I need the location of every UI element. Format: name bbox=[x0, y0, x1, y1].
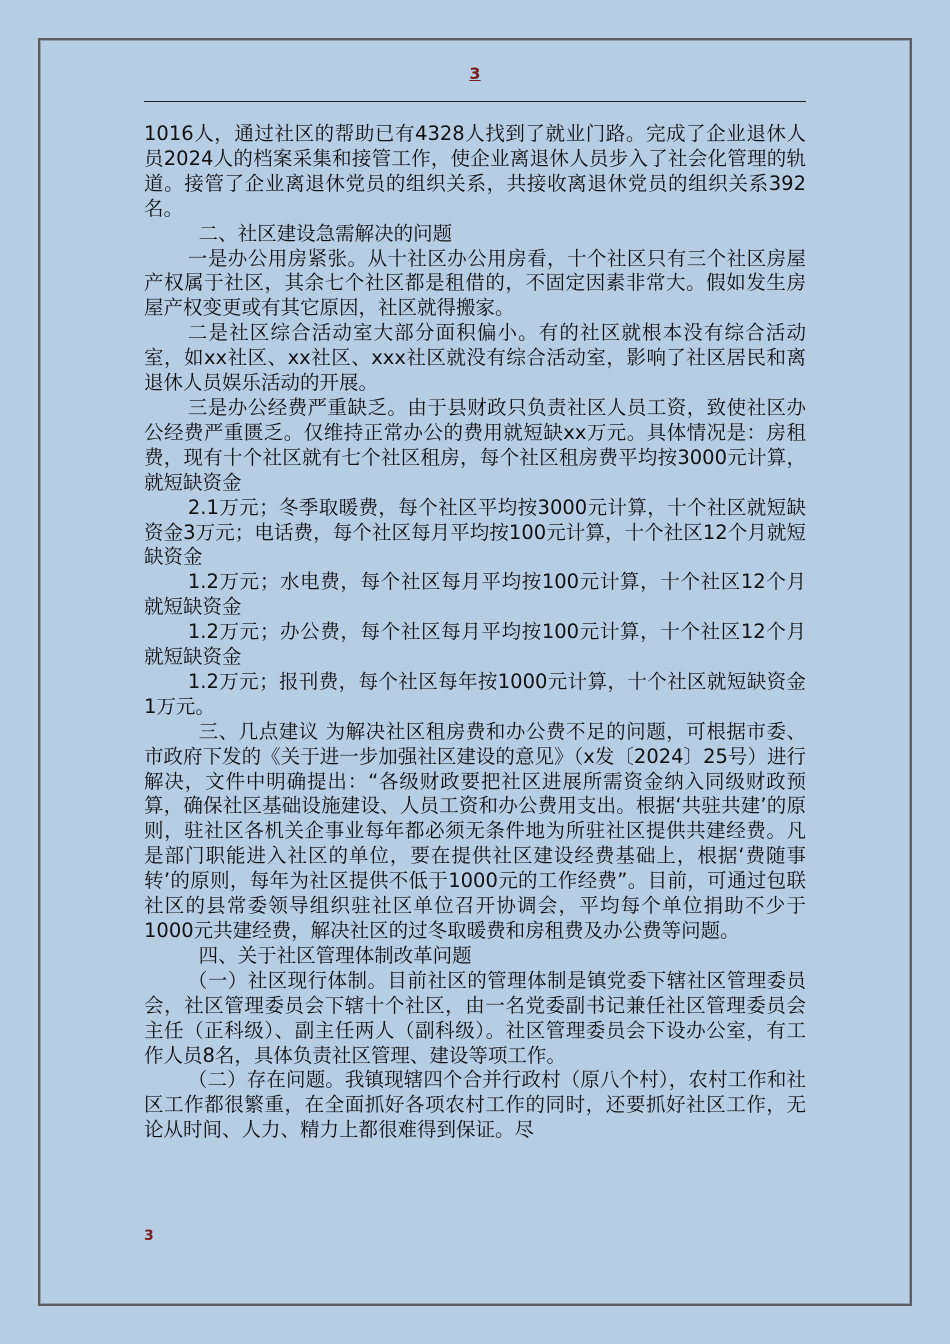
paragraph-activity-room: 二是社区综合活动室大部分面积偏小。有的社区就根本没有综合活动室，如xx社区、xx社区、xxx社区就没有综合活动室，影响了社区居民和离退休人员娱乐活动的开展。 bbox=[144, 321, 806, 395]
section-heading-2: 二、社区建设急需解决的问题 bbox=[198, 221, 453, 245]
footer-page-number: 3 bbox=[144, 1228, 154, 1244]
header-divider bbox=[144, 101, 806, 102]
paragraph-office-space: 一是办公用房紧张。从十社区办公用房看，十个社区只有三个社区房屋产权属于社区，其余七个社区都是租借的，不固定因素非常大。假如发生房屋产权变更或有其它原因，社区就得搬家。 bbox=[144, 246, 806, 320]
paragraph-newspaper-fees: 1.2万元；报刊费，每个社区每年按1000元计算，十个社区就短缺资金1万元。 bbox=[144, 669, 806, 718]
paragraph-existing-problems: （二）存在问题。我镇现辖四个合并行政村（原八个村），农村工作和社区工作都很繁重，在全面抓好各项农村工作的同时，还要抓好社区工作，无论从时间、人力、精力上都很难得到保证。尽 bbox=[144, 1068, 806, 1142]
paragraph-suggestions: 三、几点建议 为解决社区租房费和办公费不足的问题，可根据市委、市政府下发的《关于进一步加强社区建设的意见》（x发〔2024〕25号）进行解决，文件中明确提出：“各级财政要把社区进展所需资金纳入同级财政预算，确保社区基础设施建设、人员工资和办公费用支出。根据‘共驻共建’的原则，驻社区各机关企事业每年都必须无条件地为所驻社区提供共建经费。凡是部门职能进入社区的单位，要在提供社区建设经费基础上，根据‘费随事转’的原则，每年为社区提供不低于1000元的工作经费”。目前，可通过包联社区的县常委领导组织驻社区单位召开协调会，平均每个单位捐助不少于1000元共建经费，解决社区的过冬取暖费和房租费及办公费等问题。 bbox=[144, 719, 806, 942]
paragraph-funding-shortage: 三是办公经费严重缺乏。由于县财政只负责社区人员工资，致使社区办公经费严重匮乏。仅维持正常办公的费用就短缺xx万元。具体情况是：房租费，现有十个社区就有七个社区租房，每个社区租房费平均按3000元计算，就短缺资金 bbox=[144, 395, 806, 494]
paragraph-current-system: （一）社区现行体制。目前社区的管理体制是镇党委下辖社区管理委员会，社区管理委员会下辖十个社区，由一名党委副书记兼任社区管理委员会主任（正科级）、副主任两人（副科级）。社区管理委员会下设办公室，有工作人员8名，具体负责社区管理、建设等项工作。 bbox=[144, 968, 806, 1067]
section-heading-4: 四、关于社区管理体制改革问题 bbox=[198, 943, 472, 967]
document-body bbox=[144, 122, 806, 1143]
header-page-number: 3 bbox=[469, 64, 481, 83]
paragraph-utilities: 1.2万元；水电费，每个社区每月平均按100元计算，十个社区12个月就短缺资金 bbox=[144, 570, 806, 619]
paragraph-heating-phone: 2.1万元；冬季取暖费，每个社区平均按3000元计算，十个社区就短缺资金3万元；电话费，每个社区每月平均按100元计算，十个社区12个月就短缺资金 bbox=[144, 495, 806, 569]
paragraph-employment-summary: 1016人，通过社区的帮助已有4328人找到了就业门路。完成了企业退休人员2024人的档案采集和接管工作，使企业离退休人员步入了社会化管理的轨道。接管了企业离退休党员的组织关系，共接收离退休党员的组织关系392名。 bbox=[144, 122, 806, 220]
paragraph-office-fees: 1.2万元；办公费，每个社区每月平均按100元计算，十个社区12个月就短缺资金 bbox=[144, 620, 806, 669]
